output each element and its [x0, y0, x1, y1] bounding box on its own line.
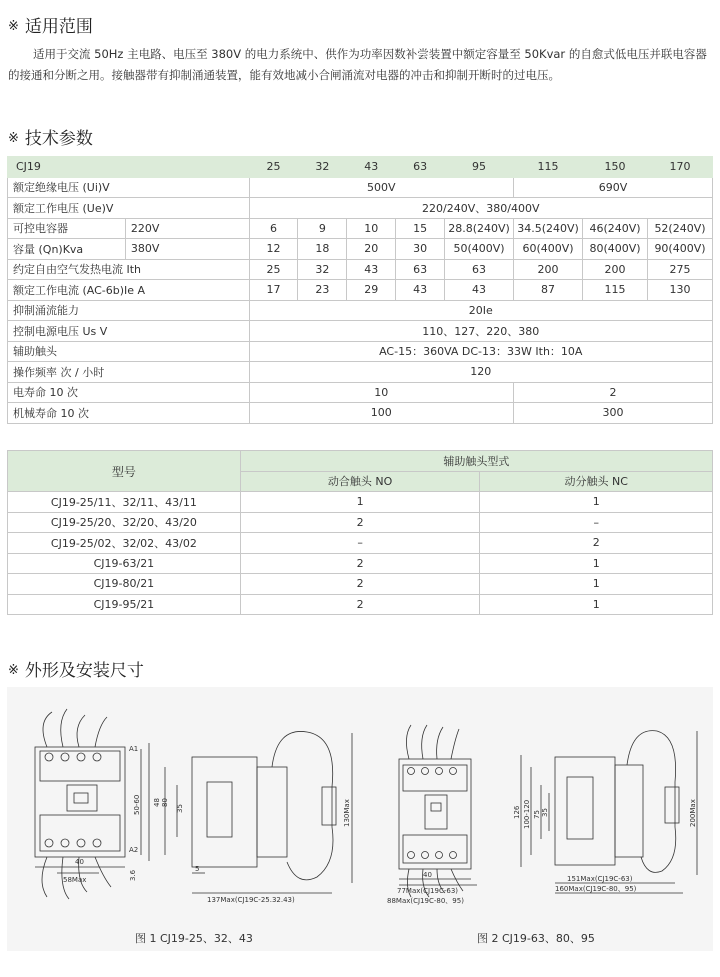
dim-f1-f: 40: [75, 858, 84, 866]
dimension-drawings: [7, 687, 713, 951]
cell-value: 43: [445, 280, 514, 301]
cell-value: 23: [298, 280, 347, 301]
cell-value: 15: [396, 218, 445, 239]
cell-value: 115: [583, 280, 648, 301]
section-title-scope: [8, 12, 93, 37]
cell-value: 110、127、220、380: [249, 321, 712, 342]
cell-value: 25: [249, 259, 298, 280]
cell-model: CJ19-95/21: [8, 594, 241, 615]
dim-f2-d: 35: [541, 808, 549, 817]
section-title-text: 适用范围: [24, 17, 93, 37]
dim-f1-g: 58Max: [63, 876, 87, 884]
cell-value: 87: [514, 280, 583, 301]
cell-value: 43: [396, 280, 445, 301]
dim-f2-i: 151Max(CJ19C-63): [567, 875, 633, 883]
dim-f1-b: 80: [161, 798, 169, 807]
cell-value: 17: [249, 280, 298, 301]
header-size: 43: [347, 157, 396, 178]
header-size: 63: [396, 157, 445, 178]
table-row: [8, 492, 713, 513]
cell-no: 1: [240, 492, 480, 513]
cell-model: CJ19-80/21: [8, 574, 241, 595]
dim-a2: A2: [129, 846, 139, 854]
cell-nc: 2: [480, 533, 713, 554]
table-header-row: [8, 451, 713, 472]
cell-nc: –: [480, 512, 713, 533]
dim-f2-e: 200Max: [689, 799, 697, 827]
dim-f2-b: 100-120: [523, 799, 531, 829]
cell-value: 500V: [249, 177, 513, 198]
cell-value: 30: [396, 239, 445, 260]
drawings-svg: [7, 687, 713, 951]
table-row: [8, 218, 713, 239]
cell-nc: 1: [480, 574, 713, 595]
dimension-labels: [63, 745, 697, 905]
table-row: [8, 553, 713, 574]
row-label: 操作频率 次 / 小时: [8, 362, 250, 383]
header-group: 辅助触头型式: [240, 451, 712, 472]
table-row: [8, 533, 713, 554]
table-row: [8, 512, 713, 533]
table-header-row: [8, 157, 713, 178]
dim-f2-a: 126: [513, 805, 521, 819]
row-label: 辅助触头: [8, 341, 250, 362]
tech-params-table: [7, 156, 713, 424]
table-row: [8, 259, 713, 280]
cell-value: 275: [647, 259, 712, 280]
cell-value: 220/240V、380/400V: [249, 198, 712, 219]
section-title-text: 技术参数: [24, 129, 93, 149]
row-label: 额定工作电流 (AC-6b)Ie A: [8, 280, 250, 301]
dim-a1: A1: [129, 745, 139, 753]
table-row: [8, 362, 713, 383]
table-row: [8, 382, 713, 403]
row-label: 机械寿命 10 次: [8, 403, 250, 424]
cell-value: 28.8(240V): [445, 218, 514, 239]
header-size: 170: [647, 157, 712, 178]
dim-f2-j: 160Max(CJ19C-80、95): [555, 885, 637, 893]
dim-f1-c: 48: [153, 798, 161, 807]
cell-no: 2: [240, 594, 480, 615]
fig1-side-view: [165, 731, 352, 893]
cell-value: 100: [249, 403, 513, 424]
table-row: [8, 574, 713, 595]
cell-value: 20Ie: [249, 300, 712, 321]
cell-value: AC-15：360VA DC-13：33W Ith：10A: [249, 341, 712, 362]
dim-f1-i: 5: [195, 865, 200, 873]
cell-value: 52(240V): [647, 218, 712, 239]
cell-value: 80(400V): [583, 239, 648, 260]
cell-no: 2: [240, 574, 480, 595]
header-no: 动合触头 NO: [240, 471, 480, 492]
header-size: 150: [583, 157, 648, 178]
dim-f1-a: 50-60: [133, 794, 141, 815]
figure2-caption: 图 2 CJ19-63、80、95: [477, 932, 595, 945]
cell-value: 10: [249, 382, 513, 403]
cell-value: 120: [249, 362, 712, 383]
cell-value: 690V: [514, 177, 713, 198]
table-row: [8, 594, 713, 615]
section-title-dimensions: [8, 656, 144, 681]
header-size: 95: [445, 157, 514, 178]
row-label: 电寿命 10 次: [8, 382, 250, 403]
cell-model: CJ19-63/21: [8, 553, 241, 574]
cell-value: 20: [347, 239, 396, 260]
cell-value: 9: [298, 218, 347, 239]
cell-nc: 1: [480, 553, 713, 574]
table-row: [8, 300, 713, 321]
table-row: [8, 177, 713, 198]
table-row: [8, 198, 713, 219]
cell-value: 300: [514, 403, 713, 424]
cell-no: 2: [240, 553, 480, 574]
row-label: 抑制涌流能力: [8, 300, 250, 321]
table-row: [8, 280, 713, 301]
cell-model: CJ19-25/20、32/20、43/20: [8, 512, 241, 533]
cell-value: 32: [298, 259, 347, 280]
header-nc: 动分触头 NC: [480, 471, 713, 492]
table-row: [8, 341, 713, 362]
cell-value: 130: [647, 280, 712, 301]
aux-contact-table: [7, 450, 713, 615]
cell-value: 63: [445, 259, 514, 280]
row-label: 额定工作电压 (Ue)V: [8, 198, 250, 219]
row-sublabel: 380V: [125, 239, 249, 260]
dim-f1-h: 3.6: [129, 869, 137, 881]
section-title-text: 外形及安装尺寸: [24, 661, 144, 681]
header-model: 型号: [8, 451, 241, 492]
header-size: 115: [514, 157, 583, 178]
cell-value: 10: [347, 218, 396, 239]
cell-nc: 1: [480, 492, 713, 513]
cell-value: 50(400V): [445, 239, 514, 260]
cell-value: 43: [347, 259, 396, 280]
section-mark: ※: [8, 131, 19, 146]
row-label: 控制电源电压 Us V: [8, 321, 250, 342]
cell-value: 18: [298, 239, 347, 260]
dim-f2-c: 75: [533, 810, 541, 819]
row-label: 额定绝缘电压 (Ui)V: [8, 177, 250, 198]
header-size: 25: [249, 157, 298, 178]
header-size: 32: [298, 157, 347, 178]
cell-no: 2: [240, 512, 480, 533]
cell-value: 90(400V): [647, 239, 712, 260]
cell-value: 63: [396, 259, 445, 280]
dim-f1-j: 137Max(CJ19C-25.32.43): [207, 896, 295, 904]
cell-value: 60(400V): [514, 239, 583, 260]
section-mark: ※: [8, 663, 19, 678]
figure1-caption: 图 1 CJ19-25、32、43: [135, 932, 253, 945]
dim-f1-d: 35: [176, 804, 184, 813]
cell-value: 200: [514, 259, 583, 280]
table-row: [8, 403, 713, 424]
dim-f2-h: 88Max(CJ19C-80、95): [387, 897, 464, 905]
fig2-front-view: [399, 725, 477, 897]
cell-value: 46(240V): [583, 218, 648, 239]
dim-f2-f: 40: [423, 871, 432, 879]
row-label: 可控电容器: [8, 218, 126, 239]
section-mark: ※: [8, 19, 19, 34]
row-sublabel: 220V: [125, 218, 249, 239]
table-row: [8, 239, 713, 260]
row-label: 约定自由空气发热电流 Ith: [8, 259, 250, 280]
header-model: CJ19: [8, 157, 250, 178]
cell-value: 200: [583, 259, 648, 280]
cell-value: 6: [249, 218, 298, 239]
cell-value: 29: [347, 280, 396, 301]
scope-paragraph: 适用于交流 50Hz 主电路、电压至 380V 的电力系统中、供作为功率因数补尝装置中额定容量至 50Kvar 的自愈式低电压并联电容器的接通和分断之用。接触器带有抑制涌通装置，能有效地减小合闸涌流对电器的冲击和抑制开断时的过电压。: [8, 47, 707, 82]
section-title-params: [8, 124, 93, 149]
cell-model: CJ19-25/02、32/02、43/02: [8, 533, 241, 554]
dim-f2-g: 77Max(CJ19C-63): [397, 887, 459, 895]
row-label: 容量 (Qn)Kva: [8, 239, 126, 260]
table-row: [8, 321, 713, 342]
cell-no: –: [240, 533, 480, 554]
cell-model: CJ19-25/11、32/11、43/11: [8, 492, 241, 513]
cell-nc: 1: [480, 594, 713, 615]
dim-f1-e: 130Max: [343, 799, 351, 827]
cell-value: 12: [249, 239, 298, 260]
cell-value: 34.5(240V): [514, 218, 583, 239]
cell-value: 2: [514, 382, 713, 403]
